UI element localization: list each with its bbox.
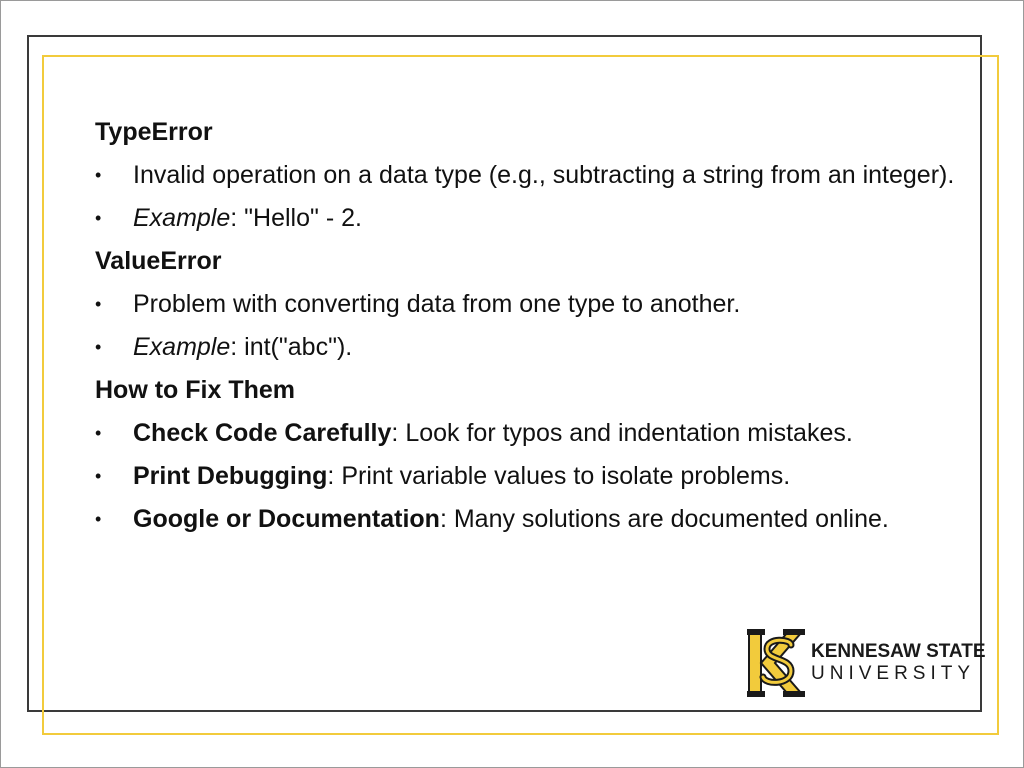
- bullet-lead: Check Code Carefully: [133, 419, 392, 447]
- bullet-item: [95, 159, 955, 192]
- bullet-text: : Look for typos and indentation mistakes.: [391, 419, 853, 447]
- slide-content: [95, 116, 955, 546]
- ksu-logo: [747, 627, 986, 699]
- bullet-dot: •: [95, 165, 102, 185]
- bullet-text: Invalid operation on a data type (e.g., subtracting a string from an integer).: [133, 161, 955, 189]
- bullet-item: [95, 503, 955, 536]
- bullet-item: [95, 288, 955, 321]
- ks-logo-icon: [747, 627, 805, 699]
- bullet-text: Problem with converting data from one type to another.: [133, 290, 741, 318]
- bullet-item: [95, 331, 955, 364]
- bullet-text: : "Hello" - 2.: [230, 204, 362, 232]
- bullet-dot: •: [95, 423, 102, 443]
- bullet-lead: Google or Documentation: [133, 505, 440, 533]
- bullet-dot: •: [95, 466, 102, 486]
- bullet-item: [95, 417, 955, 450]
- bullet-lead: Example: [133, 333, 231, 361]
- bullet-item: [95, 460, 955, 493]
- section-heading-typeerror: TypeError: [95, 118, 213, 146]
- section-heading-valueerror: ValueError: [95, 247, 222, 275]
- section-heading-how-to-fix: How to Fix Them: [95, 376, 295, 404]
- bullet-lead: Example: [133, 204, 231, 232]
- ksu-wordmark-line2: UNIVERSITY: [811, 663, 976, 684]
- bullet-dot: •: [95, 208, 102, 228]
- ksu-wordmark-line1: KENNESAW STATE: [811, 641, 986, 662]
- bullet-text: : Print variable values to isolate problems.: [327, 462, 791, 490]
- bullet-dot: •: [95, 294, 102, 314]
- bullet-item: [95, 202, 955, 235]
- bullet-dot: •: [95, 337, 102, 357]
- bullet-lead: Print Debugging: [133, 462, 328, 490]
- bullet-dot: •: [95, 509, 102, 529]
- bullet-text: : Many solutions are documented online.: [439, 505, 889, 533]
- ksu-wordmark: [811, 641, 986, 685]
- bullet-text: : int("abc").: [230, 333, 353, 361]
